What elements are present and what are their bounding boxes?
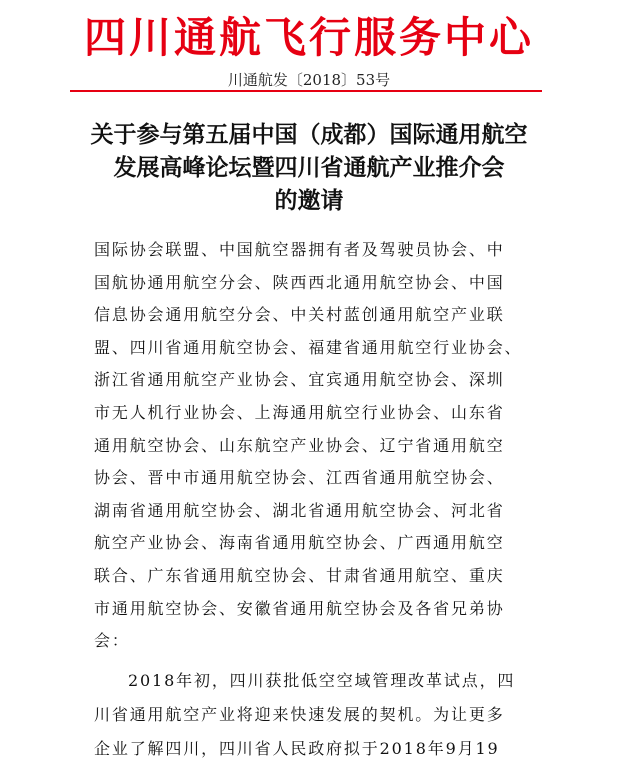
letterhead-divider — [70, 90, 542, 92]
letterhead-organization: 四川通航飞行服务中心 — [83, 13, 534, 62]
salutation-line: 市通用航空协会、安徽省通用航空协会及各省兄弟协 — [94, 598, 505, 618]
salutation-line: 会： — [94, 631, 130, 651]
salutation-line: 国航协通用航空分会、陕西西北通用航空协会、中国 — [94, 272, 505, 292]
body-paragraph — [94, 664, 530, 766]
body-line: 2018年初，四川获批低空空域管理改革试点，四 — [128, 671, 516, 690]
salutation-line: 湖南省通用航空协会、湖北省通用航空协会、河北省 — [94, 500, 505, 520]
salutation-line: 市无人机行业协会、上海通用航空行业协会、山东省 — [94, 402, 505, 422]
salutation-line: 信息协会通用航空分会、中关村蓝创通用航空产业联 — [94, 305, 505, 325]
body-line: 企业了解四川，四川省人民政府拟于2018年9月19 — [94, 739, 500, 758]
body-line: 川省通用航空产业将迎来快速发展的契机。为让更多 — [94, 705, 505, 724]
salutation-line: 盟、四川省通用航空协会、福建省通用航空行业协会、 — [94, 337, 523, 357]
salutation-line: 协会、晋中市通用航空协会、江西省通用航空协会、 — [94, 468, 505, 488]
salutation-line: 航空产业协会、海南省通用航空协会、广西通用航空 — [94, 533, 505, 553]
salutation-line: 联合、广东省通用航空协会、甘肃省通用航空、重庆 — [94, 565, 505, 585]
salutation-line: 浙江省通用航空产业协会、宜宾通用航空协会、深圳 — [94, 370, 505, 390]
headline-line: 发展高峰论坛暨四川省通航产业推介会 — [113, 154, 505, 181]
document-headline — [0, 118, 618, 217]
document-number: 川通航发〔2018〕53号 — [227, 71, 391, 89]
headline-line: 关于参与第五届中国（成都）国际通用航空 — [90, 121, 528, 148]
headline-line: 的邀请 — [274, 187, 344, 214]
salutation-line: 国际协会联盟、中国航空器拥有者及驾驶员协会、中 — [94, 240, 505, 259]
salutation-paragraph — [94, 234, 530, 658]
salutation-line: 通用航空协会、山东航空产业协会、辽宁省通用航空 — [94, 435, 505, 455]
